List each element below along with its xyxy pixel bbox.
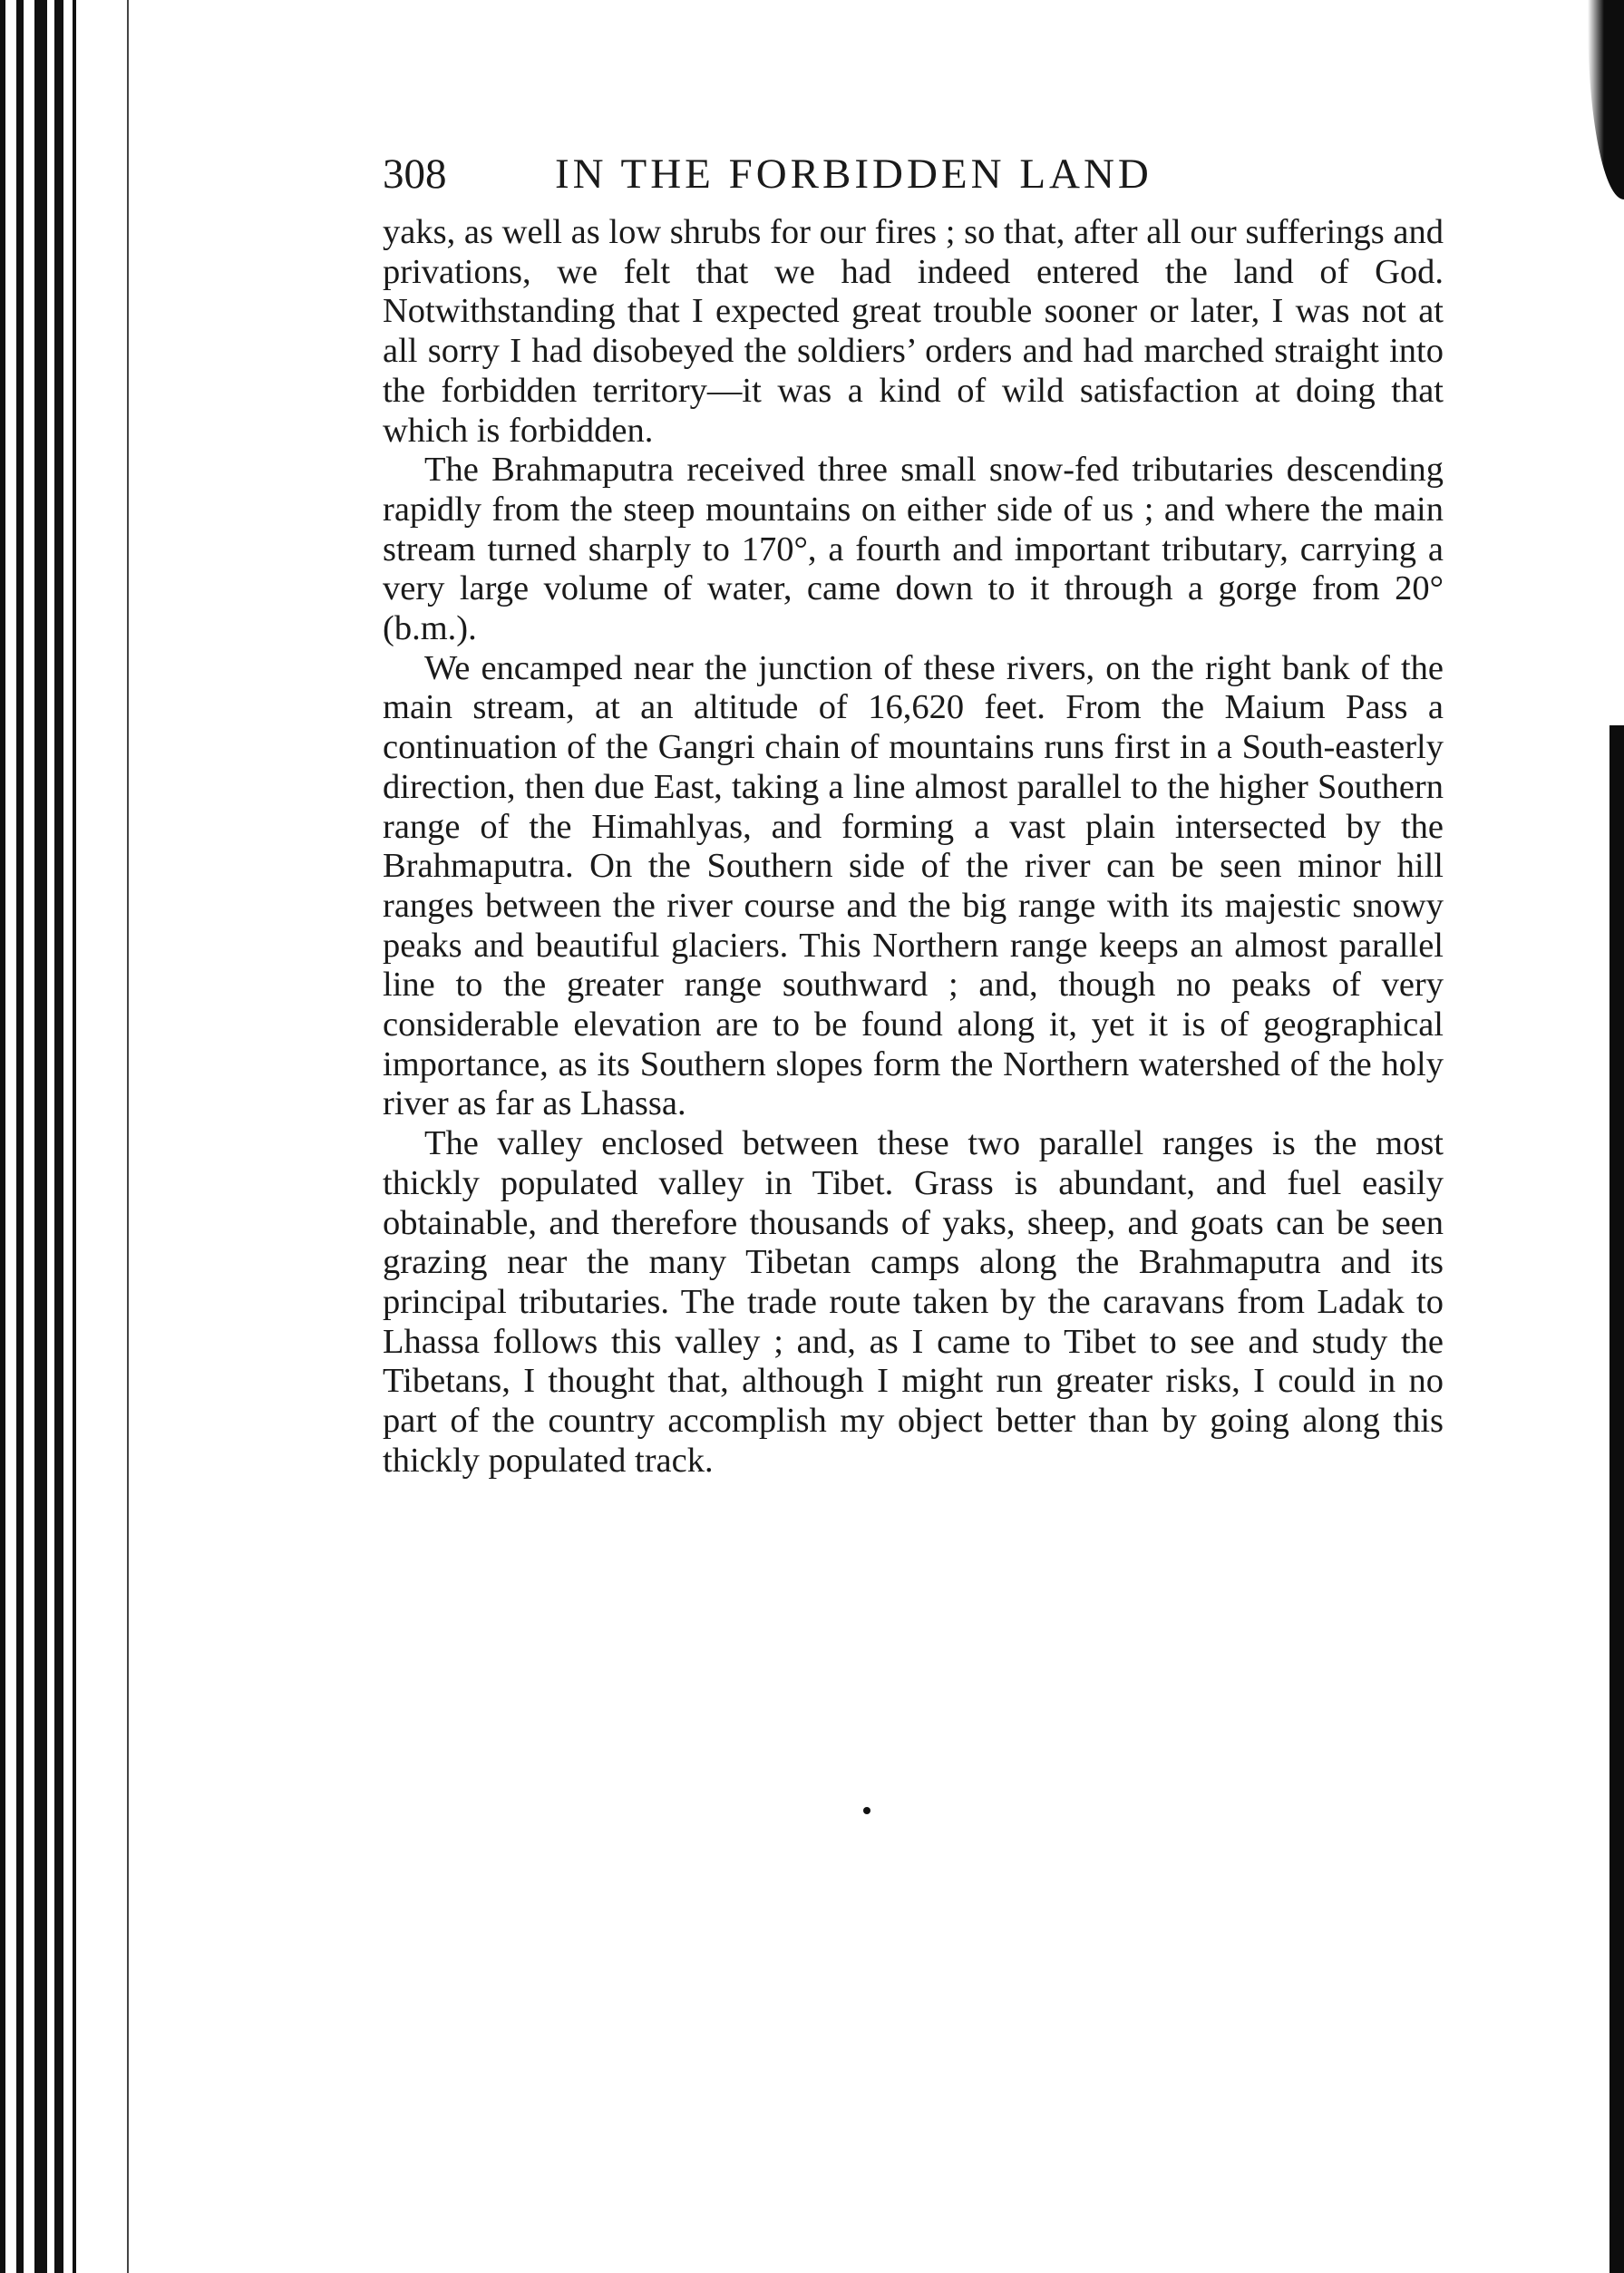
page-binding-edge <box>0 0 136 2273</box>
paragraph-3: We encamped near the junction of these rivers, on the right bank of the main stream, at an altitude of 16,620 feet. From the Maium Pass a continuation of the Gangri chain of mountains runs first in a South-easterly direction, then due East, taking a line almost parallel to the higher Southern range of the Himahlyas, and forming a vast plain intersected by the Brahmaputra. On the Southern side of the river can be seen minor hill ranges between the river course and the big range with its majestic snowy peaks and beautiful glaciers. This Northern range keeps an almost parallel line to the greater range southward ; and, though no peaks of very considerable elevation are to be found along it, yet it is of geographical importance, as its Southern slopes form the Northern watershed of the holy river as far as Lhassa. <box>383 648 1444 1123</box>
body-text <box>383 213 1444 1481</box>
stray-ink-dot <box>863 1807 870 1814</box>
paragraph-1: yaks, as well as low shrubs for our fires ; so that, after all our sufferings and privations, we felt that we had indeed entered the land of God. Notwithstanding that I expected great trouble sooner or later, I was not at all sorry I had disobeyed the soldiers’ orders and had marched straight into the forbidden territory—it was a kind of wild satisfaction at doing that which is forbidden. <box>383 213 1444 450</box>
paragraph-2: The Brahmaputra received three small snow-fed tributaries descending rapidly from the steep mountains on either side of us ; and where the main stream turned sharply to 170°, a fourth and important tributary, carrying a very large volume of water, came down to it through a gorge from 20° (b.m.). <box>383 451 1444 648</box>
book-title: IN THE FORBIDDEN LAND <box>555 151 1152 198</box>
paragraph-4: The valley enclosed between these two parallel ranges is the most thickly populated valley in Tibet. Grass is abundant, and fuel easily obtainable, and therefore thousands of yaks, sheep, and goats can be seen grazing near the many Tibetan camps along the Brahmaputra and its principal tributaries. The trade route taken by the caravans from Ladak to Lhassa follows this valley ; and, as I came to Tibet to see and study the Tibetans, I thought that, although I might run greater risks, I could in no part of the country accomplish my object better than by going along this thickly populated track. <box>383 1124 1444 1480</box>
running-head <box>383 150 1444 213</box>
page-number: 308 <box>383 151 447 198</box>
book-page <box>383 150 1444 1481</box>
page-edge-shadow <box>1588 0 1624 2273</box>
